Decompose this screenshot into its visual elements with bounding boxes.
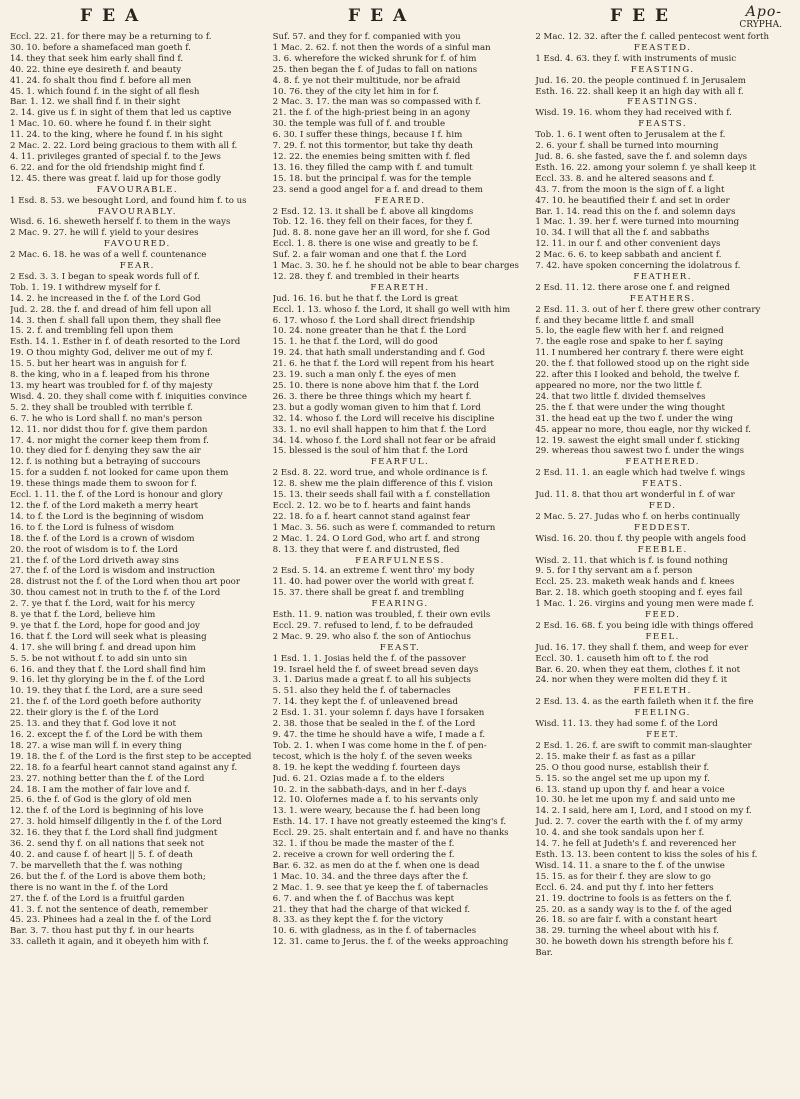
concordance-line: 15. 13. their seeds shall fail with a f. constellation <box>272 490 491 501</box>
concordance-line: 5. 15. so the angel set me up upon my f. <box>535 773 710 784</box>
headword: FEASTS. <box>638 119 688 130</box>
headword: FEEL. <box>645 631 680 642</box>
concordance-line: 29. whereas thou sawest two f. under the wings <box>535 446 745 457</box>
concordance-line: Tob. 1. 19. I withdrew myself for f. <box>10 282 161 293</box>
concordance-line: 3. 6. wherefore the wicked shrunk for f. of him <box>272 53 477 64</box>
headword: FEARING. <box>371 599 429 610</box>
concordance-line: 10. 34. I will that all the f. and sabbaths <box>535 228 710 239</box>
concordance-line: 2 Mac. 9. 27. he will f. yield to your desires <box>10 228 199 239</box>
concordance-line: 8. 13. they that were f. and distrusted, fled <box>272 544 460 555</box>
concordance-line: 23. 27. nothing better than the f. of the Lord <box>10 773 205 784</box>
concordance-line: 2. 15. make their f. as fast as a pillar <box>535 751 696 762</box>
concordance-line: 7. 29. f. not this tormentor, but take thy death <box>272 141 473 152</box>
concordance-line: Bar. 1. 12. we shall find f. in their sight <box>10 97 181 108</box>
concordance-line: 2. 38. those that be sealed in the f. of the Lord <box>272 719 476 730</box>
concordance-line: Esth. 16. 22. shall keep it an high day with all f. <box>535 86 744 97</box>
concordance-line: 2 Esd. 8. 22. word true, and whole ordinance is f. <box>272 468 488 479</box>
headword: FEARFULNESS. <box>355 555 445 566</box>
section-label-top: Apo- <box>745 4 782 20</box>
concordance-line: 5. 2. they shall be troubled with terrible f. <box>10 402 193 413</box>
headword: FEATHERS. <box>629 293 696 304</box>
concordance-line: 25. O thou good nurse, establish their f. <box>535 762 710 773</box>
concordance-line: 25. 20. as a sandy way is to the f. of the aged <box>535 904 732 915</box>
concordance-line: 2 Esd. 3. 3. I began to speak words full of f. <box>10 271 200 282</box>
concordance-line: 14. 2. he increased in the f. of the Lord God <box>10 293 201 304</box>
concordance-line: Esth. 14. 17. I have not greatly esteemed the king's f. <box>272 817 507 828</box>
headword: FEAR. <box>119 261 155 272</box>
concordance-line: 17. 4. nor might the corner keep them from f. <box>10 435 209 446</box>
headword: FEED. <box>645 610 681 621</box>
concordance-line: 30. 10. before a shamefaced man goeth f. <box>10 42 191 53</box>
concordance-line: 8. the king, who in a f. leaped from his throne <box>10 370 210 381</box>
concordance-line: 16. that f. the Lord will seek what is pleasing <box>10 631 207 642</box>
concordance-line: 24. nor when they were molten did they f. it <box>535 675 728 686</box>
concordance-line: 2 Esd. 11. 12. there arose one f. and reigned <box>535 282 730 293</box>
concordance-line: Suf. 2. a fair woman and one that f. the Lord <box>272 250 467 261</box>
concordance-line: Eccl. 30. 1. causeth him oft to f. the rod <box>535 653 709 664</box>
concordance-line: 2 Mac. 6. 18. he was of a well f. countenance <box>10 250 207 261</box>
concordance-line: 9. 16. let thy glorying be in the f. of the Lord <box>10 675 205 686</box>
concordance-line: 6. 17. whoso f. the Lord shall direct friendship <box>272 315 475 326</box>
concordance-line: 21. the f. of the Lord driveth away sins <box>10 555 179 566</box>
headword: FEELING. <box>634 708 691 719</box>
headword: FEDDEST. <box>633 522 692 533</box>
concordance-line: 9. ye that f. the Lord, hope for good and joy <box>10 620 200 631</box>
concordance-line: 45. 23. Phinees had a zeal in the f. of the Lord <box>10 915 212 926</box>
concordance-line: 24. that two little f. divided themselves <box>535 391 706 402</box>
concordance-line: 19. Israel held the f. of sweet bread seven days <box>272 664 479 675</box>
concordance-line: 19. 18. the f. of the Lord is the first step to be accepted <box>10 751 252 762</box>
concordance-line: 23. send a good angel for a f. and dread to them <box>272 184 483 195</box>
concordance-line: 10. they died for f. denying they saw the air <box>10 446 201 457</box>
concordance-line: Esth. 13. 13. been content to kiss the soles of his f. <box>535 849 758 860</box>
concordance-line: Bar. 1. 14. read this on the f. and solemn days <box>535 206 736 217</box>
concordance-line: 6. 22. and for the old friendship might find f. <box>10 162 205 173</box>
header-right-guide-word: FEE <box>610 6 678 26</box>
concordance-line: 1 Mac. 3. 56. such as were f. commanded to return <box>272 522 496 533</box>
concordance-line: 16. to f. the Lord is fulness of wisdom <box>10 522 175 533</box>
concordance-line: tecost, which is the holy f. of the seven weeks <box>272 751 473 762</box>
concordance-line: 43. 7. from the moon is the sign of f. a light <box>535 184 725 195</box>
column-middle <box>273 32 528 1087</box>
concordance-line: 10. 2. in the sabbath-days, and in her f.-days <box>272 784 467 795</box>
header-section-label <box>739 6 782 32</box>
headword: FEAST. <box>379 642 421 653</box>
concordance-line: 2. 6. your f. shall be turned into mourning <box>535 141 719 152</box>
concordance-line: 15. 5. but her heart was in anguish for f. <box>10 359 187 370</box>
columns <box>10 32 790 1087</box>
concordance-line: 14. 7. he fell at Judeth's f. and reverenced her <box>535 839 736 850</box>
concordance-line: 31. the head eat up the two f. under the wing <box>535 413 733 424</box>
concordance-line: 45. 1. which found f. in the sight of all flesh <box>10 86 200 97</box>
concordance-line: 8. 19. he kept the wedding f. fourteen days <box>272 762 461 773</box>
concordance-line: 4. 17. she will bring f. and dread upon him <box>10 642 196 653</box>
concordance-line: 26. but the f. of the Lord is above them both; <box>10 871 206 882</box>
headword: FAVOURABLE. <box>96 184 179 195</box>
headword: FAVOURABLY. <box>97 206 177 217</box>
concordance-line: 2 Mac. 1. 24. O Lord God, who art f. and strong <box>272 533 481 544</box>
concordance-line: 15. blessed is the soul of him that f. the Lord <box>272 446 469 457</box>
concordance-line: Jud. 8. 8. none gave her an ill word, for she f. God <box>272 228 491 239</box>
concordance-line: Eccl. 29. 25. shalt entertain and f. and have no thanks <box>272 828 509 839</box>
concordance-line: 2 Esd. 13. 4. as the earth faileth when it f. the fire <box>535 697 754 708</box>
concordance-line: 25. 13. and they that f. God love it not <box>10 719 176 730</box>
concordance-line: 27. the f. of the Lord is wisdom and instruction <box>10 566 216 577</box>
concordance-line: Jud. 11. 8. that thou art wonderful in f. of war <box>535 490 735 501</box>
concordance-line: Wisd. 14. 11. a snare to the f. of the unwise <box>535 860 725 871</box>
concordance-line: 2 Esd. 11. 1. an eagle which had twelve f. wings <box>535 468 746 479</box>
concordance-line: 24. 18. I am the mother of fair love and f. <box>10 784 191 795</box>
concordance-line: 2 Esd. 1. 26. f. are swift to commit man-slaughter <box>535 740 752 751</box>
concordance-line: 9. 47. the time he should have a wife, I made a f. <box>272 730 486 740</box>
page-header <box>10 6 790 32</box>
concordance-line: Wisd. 16. 20. thou f. thy people with angels food <box>535 533 747 544</box>
concordance-line: Wisd. 6. 16. sheweth herself f. to them in the ways <box>10 217 231 228</box>
concordance-line: 19. O thou mighty God, deliver me out of my f. <box>10 348 213 359</box>
concordance-line: 27. 3. hold himself diligently in the f. of the Lord <box>10 817 222 828</box>
concordance-line: 6. 7. he who is Lord shall f. no man's person <box>10 413 203 424</box>
concordance-line: 10. 4. and she took sandals upon her f. <box>535 828 705 839</box>
concordance-line: 2 Mac. 3. 17. the man was so compassed with f. <box>272 97 482 108</box>
concordance-line: 9. 5. for I thy servant am a f. person <box>535 566 693 577</box>
concordance-line: 28. distrust not the f. of the Lord when thou art poor <box>10 577 240 588</box>
concordance-line: 2 Esd. 11. 3. out of her f. there grew other contrary <box>535 304 761 315</box>
concordance-line: Jud. 16. 17. they shall f. them, and weep for ever <box>535 642 749 653</box>
concordance-line: 5. 51. also they held the f. of tabernacles <box>272 686 451 697</box>
concordance-line: 11. 40. had power over the world with great f. <box>272 577 475 588</box>
concordance-line: 2 Esd. 12. 13. it shall be f. above all kingdoms <box>272 206 474 217</box>
concordance-line: 30. the temple was full of f. and trouble <box>272 119 446 130</box>
concordance-line: 32. 1. if thou be made the master of the f. <box>272 839 455 850</box>
concordance-line: 12. the f. of the Lord is beginning of his love <box>10 806 204 817</box>
concordance-line: Tob. 2. 1. when I was come home in the f. of pen- <box>272 740 487 751</box>
concordance-line: 15. 18. but the principal f. was for the temple <box>272 173 472 184</box>
concordance-line: Jud. 16. 16. but he that f. the Lord is great <box>272 293 458 304</box>
concordance-line: 40. 2. and cause f. of heart || 5. f. of death <box>10 849 193 860</box>
concordance-line: 38. 29. turning the wheel about with his f. <box>535 926 720 937</box>
concordance-line: 1 Mac. 10. 60. where he found f. in their sight <box>10 119 211 130</box>
concordance-line: 33. 1. no evil shall happen to him that f. the Lord <box>272 424 487 435</box>
concordance-line: Eccl. 1. 11. the f. of the Lord is honour and glory <box>10 490 223 501</box>
concordance-line: 12. 31. came to Jerus. the f. of the weeks approaching <box>272 937 509 948</box>
concordance-line: 5. lo, the eagle flew with her f. and reigned <box>535 326 724 337</box>
concordance-line: 16. 2. except the f. of the Lord be with them <box>10 730 203 740</box>
concordance-line: Esth. 14. 1. Esther in f. of death resorted to the Lord <box>10 337 241 348</box>
concordance-line: 47. 10. he beautified their f. and set in order <box>535 195 730 206</box>
concordance-line: 32. 14. whoso f. the Lord will receive his discipline <box>272 413 495 424</box>
concordance-line: 2 Esd. 1. 31. your solemn f. days have I forsaken <box>272 708 485 719</box>
column-left <box>10 32 265 1087</box>
concordance-line: 1 Esd. 4. 63. they f. with instruments of music <box>535 53 737 64</box>
concordance-line: 23. but a godly woman given to him that f. Lord <box>272 402 481 413</box>
concordance-line: Wisd. 19. 16. whom they had received with f. <box>535 108 732 119</box>
concordance-line: 21. the f. of the Lord goeth before authority <box>10 697 201 708</box>
concordance-line: 12. 19. sawest the eight small under f. sticking <box>535 435 740 446</box>
concordance-line: 3. 1. Darius made a great f. to all his subjects <box>272 675 471 686</box>
concordance-line: 12. 28. they f. and trembled in their hearts <box>272 271 460 282</box>
concordance-line: 14. 3. then f. shall fall upon them, they shall flee <box>10 315 221 326</box>
concordance-line: 45. appear no more, thou eagle, nor thy wicked f. <box>535 424 751 435</box>
headword: FEARFUL. <box>370 457 430 468</box>
concordance-line: 12. 10. Olofernes made a f. to his servants only <box>272 795 479 806</box>
concordance-line: Eccl. 33. 8. and he altered seasons and f. <box>535 173 715 184</box>
headword: FAVOURED. <box>103 239 171 250</box>
concordance-line: 15. for a sudden f. not looked for came upon them <box>10 468 229 479</box>
concordance-line: 2 Mac. 2. 22. Lord being gracious to them with all f. <box>10 141 238 152</box>
concordance-line: Wisd. 4. 20. they shall come with f. iniquities convince <box>10 391 248 402</box>
concordance-line: 5. 5. be not without f. to add sin unto sin <box>10 653 188 664</box>
concordance-line: 11. 24. to the king, where he found f. in his sight <box>10 130 223 141</box>
concordance-line: there is no want in the f. of the Lord <box>10 882 169 893</box>
headword: FED. <box>648 500 677 511</box>
concordance-line: 13. 1. were weary, because the f. had been long <box>272 806 481 817</box>
concordance-line: appeared no more, nor the two little f. <box>535 381 703 391</box>
headword: FEARED. <box>374 195 426 206</box>
concordance-line: 1 Esd. 1. 1. Josias held the f. of the passover <box>272 653 466 664</box>
concordance-line: 2 Esd. 5. 14. an extreme f. went thro' my body <box>272 566 475 577</box>
concordance-line: 1 Esd. 8. 53. we besought Lord, and found him f. to us <box>10 195 247 206</box>
headword: FEEBLE. <box>637 544 688 555</box>
headword: FEATS. <box>642 479 684 490</box>
concordance-line: 34. 14. whoso f. the Lord shall not fear or be afraid <box>272 435 496 446</box>
concordance-line: 7. be marvelleth that the f. was nothing <box>10 860 183 871</box>
concordance-line: 21. 19. doctrine to fools is as fetters on the f. <box>535 893 732 904</box>
concordance-line: 4. 11. privileges granted of special f. to the Jews <box>10 151 221 162</box>
concordance-line: 2 Mac. 5. 27. Judas who f. on herbs continually <box>535 511 741 522</box>
concordance-line: 25. 6. the f. of God is the glory of old men <box>10 795 192 806</box>
concordance-line: 10. 19. they that f. the Lord, are a sure seed <box>10 686 203 697</box>
concordance-line: 15. 1. he that f. the Lord, will do good <box>272 337 438 348</box>
concordance-line: 22. 18. fo a f. heart cannot stand against fear <box>272 511 471 522</box>
concordance-line: 12. 8. shew me the plain difference of this f. vision <box>272 479 493 490</box>
concordance-line: 40. 22. thine eye desireth f. and beauty <box>10 64 182 75</box>
concordance-line: 6. 13. stand up upon thy f. and hear a voice <box>535 784 725 795</box>
concordance-line: 2. 14. give us f. in sight of them that led us captive <box>10 108 232 119</box>
concordance-line: Jud. 16. 20. the people continued f. in Jerusalem <box>535 75 746 86</box>
concordance-line: 36. 2. send thy f. on all nations that seek not <box>10 839 204 850</box>
concordance-line: 32. 16. they that f. the Lord shall find judgment <box>10 828 218 839</box>
header-left-guide-word: FEA <box>80 6 149 26</box>
headword: FEASTINGS. <box>627 97 699 108</box>
concordance-line: 25. the f. that were under the wing thought <box>535 402 725 413</box>
concordance-line: 7. 42. have spoken concerning the idolatrous f. <box>535 261 741 272</box>
headword: FEATHER. <box>633 271 693 282</box>
concordance-line: 15. 2. f. and trembling fell upon them <box>10 326 174 337</box>
headword: FEARETH. <box>370 282 430 293</box>
headword: FEATHERED. <box>625 457 700 468</box>
concordance-line: 1 Mac. 3. 30. he f. he should not be able to bear charges <box>272 261 519 272</box>
concordance-line: 1 Mac. 2. 62. f. not then the words of a sinful man <box>272 42 491 53</box>
concordance-line: 10. 76. they of the city let him in for f. <box>272 86 439 97</box>
concordance-line: f. and they became little f. and small <box>535 315 695 326</box>
concordance-line: 12. 11. in our f. and other convenient days <box>535 239 721 250</box>
concordance-line: 19. these things made them to swoon for f. <box>10 479 197 490</box>
concordance-line: Tob. 12. 16. they fell on their faces, for they f. <box>272 217 473 228</box>
concordance-line: Eccl. 22. 21. for there may be a returning to f. <box>10 32 212 42</box>
concordance-line: 7. the eagle rose and spake to her f. saying <box>535 337 724 348</box>
concordance-line: 12. 22. the enemies being smitten with f. fled <box>272 151 471 162</box>
concordance-line: Jud. 2. 28. the f. and dread of him fell upon all <box>10 304 212 315</box>
concordance-line: 14. 2. I said, here am I, Lord, and I stood on my f. <box>535 806 752 817</box>
concordance-line: 6. 7. and when the f. of Bacchus was kept <box>272 893 455 904</box>
concordance-line: 21. 6. he that f. the Lord will repent from his heart <box>272 359 494 370</box>
concordance-line: Eccl. 29. 7. refused to lend, f. to be defrauded <box>272 620 474 631</box>
headword: FEASTING. <box>630 64 695 75</box>
concordance-line: 8. ye that f. the Lord, believe him <box>10 610 156 621</box>
concordance-line: 26. 18. so are fair f. with a constant heart <box>535 915 717 926</box>
concordance-line: Esth. 16. 22. among your solemn f. ye shall keep it <box>535 162 756 173</box>
column-right <box>535 32 790 1087</box>
concordance-line: 10. 24. none greater than he that f. the Lord <box>272 326 467 337</box>
concordance-line: 2 Mac. 9. 29. who also f. the son of Antiochus <box>272 631 471 642</box>
concordance-line: Eccl. 1. 8. there is one wise and greatly to be f. <box>272 239 479 250</box>
concordance-line: Bar. <box>535 948 553 959</box>
concordance-line: Jud. 6. 21. Ozias made a f. to the elders <box>272 773 445 784</box>
concordance-line: 18. the f. of the Lord is a crown of wisdom <box>10 533 195 544</box>
concordance-line: 41. 3. f. not the sentence of death, remember <box>10 904 208 915</box>
concordance-line: 27. the f. of the Lord is a fruitful garden <box>10 893 185 904</box>
concordance-line: Wisd. 11. 13. they had some f. of the Lord <box>535 719 718 730</box>
concordance-line: 41. 24. fo shalt thou find f. before all men <box>10 75 192 86</box>
concordance-line: Bar. 2. 18. which goeth stooping and f. eyes fail <box>535 588 743 599</box>
concordance-line: 2 Mac. 1. 9. see that ye keep the f. of tabernacles <box>272 882 489 893</box>
concordance-line: 2 Mac. 12. 32. after the f. called pentecost went forth <box>535 32 769 42</box>
concordance-line: 12. f. is nothing but a betraying of succours <box>10 457 201 468</box>
concordance-line: 13. 16. they filled the camp with f. and tumult <box>272 162 473 173</box>
concordance-line: 10. 6. with gladness, as in the f. of tabernacles <box>272 926 477 937</box>
concordance-line: 13. my heart was troubled for f. of thy majesty <box>10 381 213 391</box>
concordance-line: 8. 33. as they kept the f. for the victory <box>272 915 444 926</box>
concordance-line: 22. 18. fo a fearful heart cannot stand against any f. <box>10 762 238 773</box>
concordance-line: 14. they that seek him early shall find f. <box>10 53 184 64</box>
concordance-line: 7. 14. they kept the f. of unleavened bread <box>272 697 459 708</box>
headword: FEASTED. <box>633 42 692 53</box>
concordance-line: 12. 45. there was great f. laid up for those godly <box>10 173 221 184</box>
concordance-line: 2 Mac. 6. 6. to keep sabbath and ancient f. <box>535 250 722 261</box>
concordance-line: 1 Mac. 10. 34. and the three days after the f. <box>272 871 469 882</box>
concordance-line: 25. 10. there is none above him that f. the Lord <box>272 381 479 391</box>
concordance-line: 20. the f. that followed stood up on the right side <box>535 359 750 370</box>
concordance-line: 23. 19. such a man only f. the eyes of men <box>272 370 457 381</box>
concordance-line: 12. the f. of the Lord maketh a merry heart <box>10 500 199 511</box>
section-label-bottom: CRYPHA. <box>739 20 782 30</box>
concordance-line: 1 Mac. 1. 39. her f. were turned into mourning <box>535 217 740 228</box>
concordance-line: Jud. 8. 6. she fasted, save the f. and solemn days <box>535 151 748 162</box>
concordance-line: 26. 3. there be three things which my heart f. <box>272 391 472 402</box>
concordance-line: Jud. 2. 7. cover the earth with the f. of my army <box>535 817 743 828</box>
concordance-line: 21. they that had the charge of that wicked f. <box>272 904 471 915</box>
concordance-line: 15. 15. as for their f. they are slow to go <box>535 871 711 882</box>
concordance-line: 6. 16. and they that f. the Lord shall find him <box>10 664 206 675</box>
concordance-line: 33. calleth it again, and it obeyeth him with f. <box>10 937 209 948</box>
concordance-line: 18. 27. a wise man will f. in every thing <box>10 740 182 751</box>
concordance-line: 19. 24. that hath small understanding and f. God <box>272 348 486 359</box>
headword: FEELETH. <box>633 686 692 697</box>
concordance-line: 2. 7. ye that f. the Lord, wait for his mercy <box>10 599 195 610</box>
concordance-line: 6. 30. I suffer these things, because I f. him <box>272 130 463 141</box>
concordance-line: Tob. 1. 6. I went often to Jerusalem at the f. <box>535 130 726 141</box>
concordance-line: 12. 11. nor didst thou for f. give them pardon <box>10 424 208 435</box>
concordance-line: Bar. 3. 7. thou hast put thy f. in our hearts <box>10 926 195 937</box>
concordance-line: 2. receive a crown for well ordering the f. <box>272 849 455 860</box>
concordance-line: 20. the root of wisdom is to f. the Lord <box>10 544 178 555</box>
concordance-line: 25. then began the f. of Judas to fall on nations <box>272 64 478 75</box>
concordance-line: Eccl. 2. 12. wo be to f. hearts and faint hands <box>272 500 471 511</box>
concordance-line: 1 Mac. 1. 26. virgins and young men were made f. <box>535 599 754 610</box>
concordance-line: Suf. 57. and they for f. companied with you <box>272 32 461 42</box>
concordance-line: Eccl. 25. 23. maketh weak hands and f. knees <box>535 577 735 588</box>
concordance-line: 14. to f. the Lord is the beginning of wisdom <box>10 511 204 522</box>
concordance-line: 10. 30. he let me upon my f. and said unto me <box>535 795 736 806</box>
concordance-line: Wisd. 2. 11. that which is f. is found nothing <box>535 555 728 566</box>
concordance-line: Bar. 6. 32. as men do at the f. when one is dead <box>272 860 480 871</box>
concordance-line: Eccl. 6. 24. and put thy f. into her fetters <box>535 882 714 893</box>
concordance-line: 21. the f. of the high-priest being in an agony <box>272 108 471 119</box>
headword: FEET. <box>646 730 680 740</box>
concordance-line: Bar. 6. 20. when they eat them, clothes f. it not <box>535 664 741 675</box>
concordance-line: 22. after this I looked and behold, the twelve f. <box>535 370 740 381</box>
concordance-line: Esth. 11. 9. nation was troubled, f. their own evils <box>272 610 491 621</box>
concordance-line: Eccl. 1. 13. whoso f. the Lord, it shall go well with him <box>272 304 511 315</box>
concordance-line: 22. their glory is the f. of the Lord <box>10 708 159 719</box>
concordance-line: 15. 37. there shall be great f. and trembling <box>272 588 465 599</box>
concordance-line: 30. he boweth down his strength before his f. <box>535 937 734 948</box>
concordance-line: 4. 8. f. ye not their multitude, nor be afraid <box>272 75 461 86</box>
header-center-guide-word: FEA <box>348 6 417 26</box>
concordance-line: 2 Esd. 16. 68. f. you being idle with things offered <box>535 620 754 631</box>
concordance-line: 11. I numbered her contrary f. there were eight <box>535 348 744 359</box>
concordance-line: 30. thou camest not in truth to the f. of the Lord <box>10 588 221 599</box>
